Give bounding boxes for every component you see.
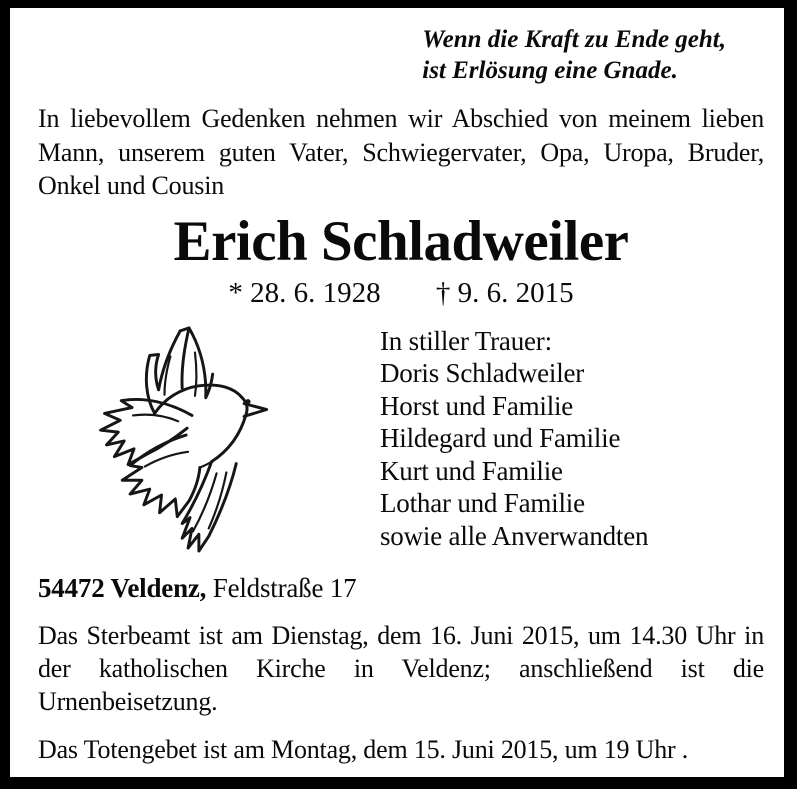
intro-text: In liebevollem Gedenken nehmen wir Abschied von meinem lieben Mann, unserem guten Vater, Schwiegervater, Opa, Uropa, Bruder, Onkel und Cousin	[38, 104, 764, 200]
mourner-line: sowie alle Anverwandten	[380, 520, 649, 551]
life-dates	[38, 275, 764, 311]
deceased-name: Erich Schladweiler	[173, 209, 629, 273]
mourner-line: Lothar und Familie	[380, 488, 585, 518]
middle-section	[38, 325, 764, 555]
dove-icon	[96, 325, 288, 553]
prayer-info: Das Totengebet ist am Montag, dem 15. Juni 2015, um 19 Uhr .	[38, 734, 689, 764]
mourner-line: Hildegard und Familie	[380, 423, 621, 453]
service-info: Das Sterbeamt ist am Dienstag, dem 16. Juni 2015, um 14.30 Uhr in der katholischen Kirche in Veldenz; anschließend ist die Urnenbeisetzung.	[38, 620, 764, 716]
address-line	[38, 571, 764, 605]
epigraph-line-1: Wenn die Kraft zu Ende geht,	[422, 26, 726, 53]
death-date: † 9. 6. 2015	[435, 276, 574, 309]
mourner-line: Horst und Familie	[380, 390, 574, 421]
epigraph	[422, 24, 726, 86]
address-city: 54472 Veldenz,	[38, 572, 207, 603]
notice-content	[10, 8, 784, 766]
epigraph-line-2: ist Erlösung eine Gnade.	[422, 57, 678, 84]
mourning-intro: In stiller Trauer:	[380, 325, 552, 356]
birth-date: * 28. 6. 1928	[228, 276, 381, 309]
mourners-list	[380, 325, 648, 553]
mourner-line: Doris Schladweiler	[380, 358, 585, 388]
address-street: Feldstraße 17	[212, 572, 357, 603]
mourner-line: Kurt und Familie	[380, 455, 563, 486]
